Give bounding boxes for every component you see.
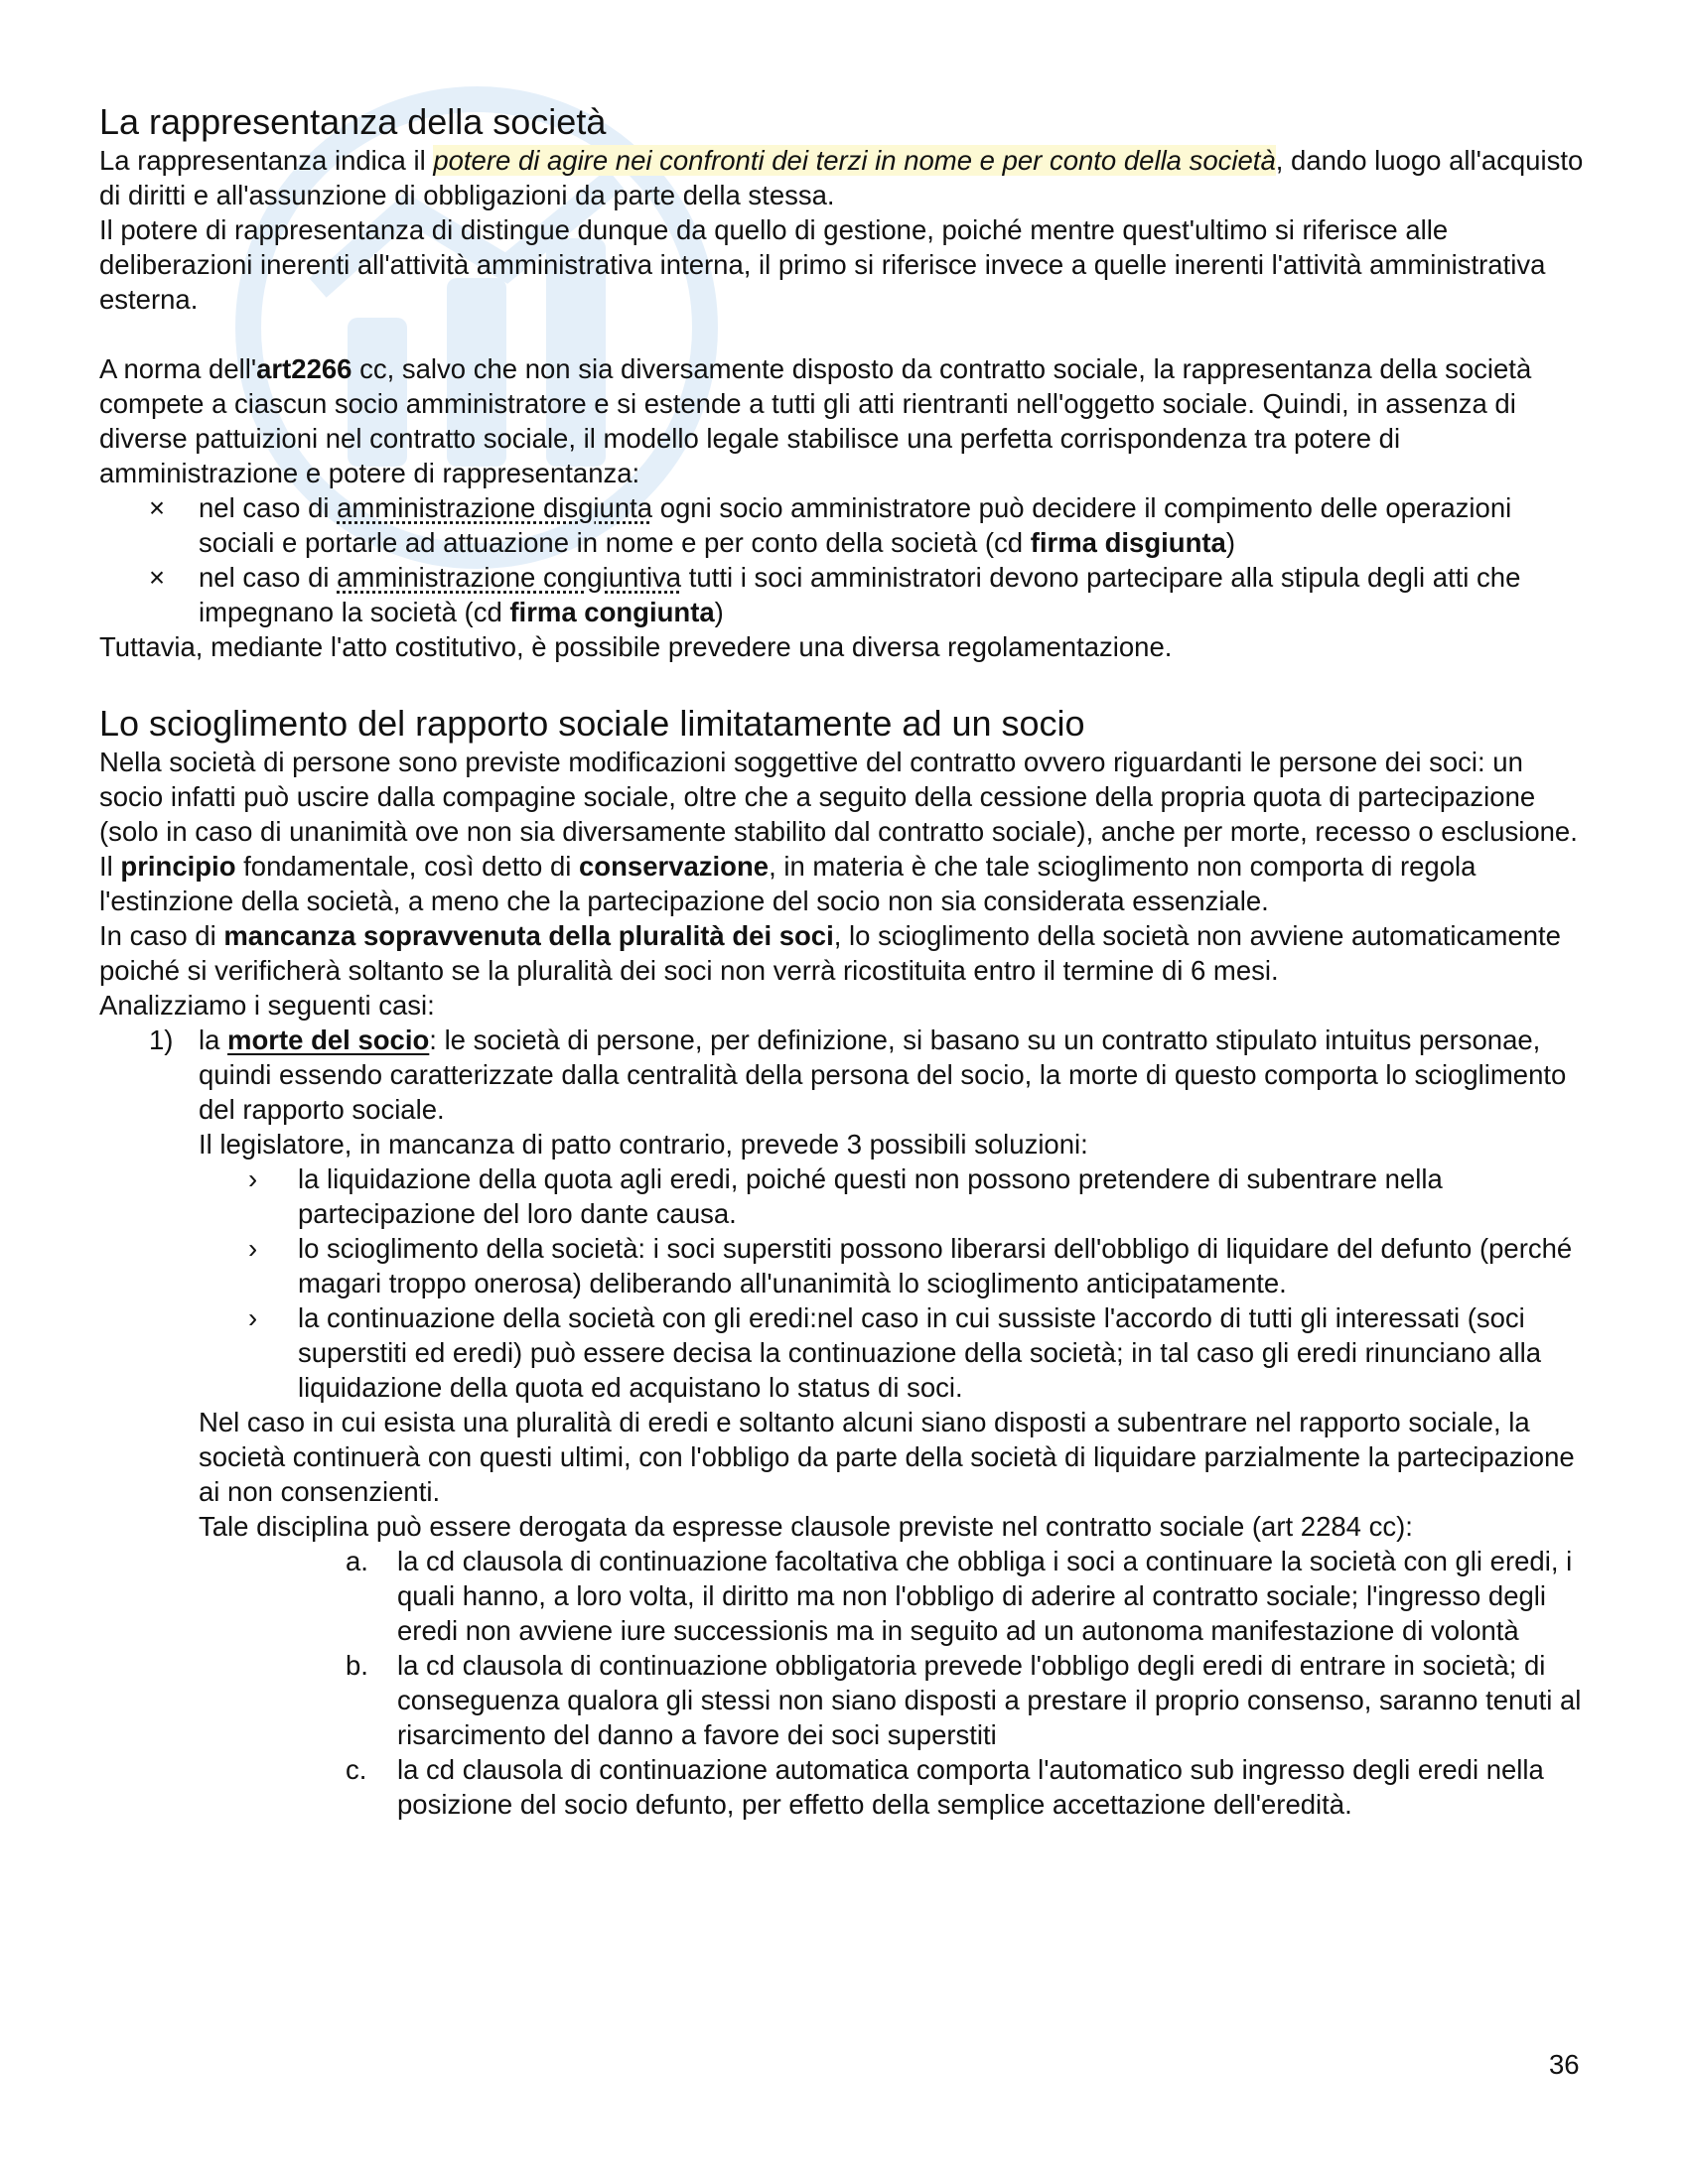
section-title-rappresentanza: La rappresentanza della società <box>99 101 607 142</box>
section-body-rappresentanza <box>99 143 1589 664</box>
paragraph: Nel caso in cui esista una pluralità di eredi e soltanto alcuni siano disposti a subentrare nel rapporto sociale, la società continuerà con questi ultimi, con l'obbligo da parte della società di liquidare parzialmente la partecipazione ai non consenzienti. <box>199 1407 1575 1507</box>
lettered-item: b. la cd clausola di continuazione obbligatoria prevede l'obbligo degli eredi di entrare in società; di conseguenza qualora gli stessi non siano disposti a prestare il proprio consenso, saranno tenuti al risarcimento del danno a favore dei soci superstiti <box>346 1650 1582 1750</box>
bullet-x-icon: × <box>149 562 166 593</box>
chevron-right-icon: › <box>248 1302 258 1333</box>
spacer <box>99 317 1589 351</box>
lettered-item: c. la cd clausola di continuazione automatica comporta l'automatico sub ingresso degli eredi nella posizione del socio defunto, per effetto della semplice accettazione dell'eredità. <box>346 1754 1544 1820</box>
term-link: amministrazione disgiunta <box>337 492 653 523</box>
chevron-right-icon: › <box>248 1233 258 1264</box>
sub-list-item: › la continuazione della società con gli eredi:nel caso in cui sussiste l'accordo di tutti gli interessati (soci superstiti ed eredi) può essere decisa la continuazione della società; in tal caso gli eredi rinunciano alla liquidazione della quota ed acquistano lo status di soci. <box>248 1302 1541 1403</box>
paragraph: A norma dell'art2266 cc, salvo che non sia diversamente disposto da contratto sociale, la rappresentanza della società compete a ciascun socio amministratore e si estende a tutti gli atti rientranti nell'oggetto sociale. Quindi, in assenza di diverse pattuizioni nel contratto sociale, il modello legale stabilisce una perfetta corrispondenza tra potere di amministrazione e potere di rappresentanza: <box>99 353 1532 488</box>
paragraph: Il principio fondamentale, così detto di conservazione, in materia è che tale scioglimento non comporta di regola l'estinzione della società, a meno che la partecipazione del socio non sia considerata essenziale. <box>99 851 1477 916</box>
sub-list-item: › la liquidazione della quota agli eredi, poiché questi non possono pretendere di subentrare nella partecipazione del loro dante causa. <box>248 1163 1443 1229</box>
term-link: amministrazione congiuntiva <box>337 562 682 593</box>
sub-list-item: › lo scioglimento della società: i soci superstiti possono liberarsi dell'obbligo di liquidare del defunto (perché magari troppo onerosa) deliberando all'unanimità lo scioglimento anticipatamente. <box>248 1233 1573 1298</box>
paragraph: In caso di mancanza sopravvenuta della pluralità dei soci, lo scioglimento della società non avviene automaticamente poiché si verificherà soltanto se la pluralità dei soci non verrà ricostituita entro il termine di 6 mesi. <box>99 920 1561 986</box>
chevron-right-icon: › <box>248 1163 258 1194</box>
paragraph: La rappresentanza indica il potere di agire nei confronti dei terzi in nome e per conto della società, dando luogo all'acquisto di diritti e all'assunzione di obbligazioni da parte della stessa. <box>99 145 1584 210</box>
list-item: × nel caso di amministrazione disgiunta ogni socio amministratore può decidere il compimento delle operazioni sociali e portarle ad attuazione in nome e per conto della società (cd firma disgiunta) <box>149 492 1512 558</box>
paragraph: Nella società di persone sono previste modificazioni soggettive del contratto ovvero riguardanti le persone dei soci: un socio infatti può uscire dalla compagine sociale, oltre che a seguito della cessione della propria quota di partecipazione (solo in caso di unanimità ove non sia diversamente stabilito dal contratto sociale), anche per morte, recesso o esclusione. <box>99 747 1578 847</box>
list-letter: c. <box>346 1754 367 1785</box>
numbered-item <box>99 1023 1589 1822</box>
paragraph: Analizziamo i seguenti casi: <box>99 990 435 1021</box>
paragraph: Tuttavia, mediante l'atto costitutivo, è possibile prevedere una diversa regolamentazione. <box>99 631 1173 662</box>
list-letter: a. <box>346 1546 368 1576</box>
section-body-scioglimento <box>99 745 1589 1822</box>
emphasis: potere di agire nei confronti dei terzi in nome e per conto della società <box>433 145 1276 176</box>
paragraph: Tale disciplina può essere derogata da espresse clausole previste nel contratto sociale (art 2284 cc): <box>199 1511 1413 1542</box>
section-title-scioglimento: Lo scioglimento del rapporto sociale limitatamente ad un socio <box>99 703 1085 744</box>
lettered-item: a. la cd clausola di continuazione facoltativa che obbliga i soci a continuare la società con gli eredi, i quali hanno, a loro volta, il diritto ma non l'obbligo di aderire al contratto sociale; l'ingresso degli eredi non avviene iure successionis ma in seguito ad un autonoma manifestazione di volontà <box>346 1546 1573 1646</box>
paragraph: Il potere di rappresentanza di distingue dunque da quello di gestione, poiché mentre quest'ultimo si riferisce alle deliberazioni inerenti all'attività amministrativa interna, il primo si riferisce invece a quelle inerenti l'attività amministrativa esterna. <box>99 214 1546 315</box>
paragraph: Il legislatore, in mancanza di patto contrario, prevede 3 possibili soluzioni: <box>199 1129 1088 1160</box>
bullet-x-icon: × <box>149 492 166 523</box>
page-number: 36 <box>1549 2049 1580 2080</box>
list-letter: b. <box>346 1650 368 1681</box>
list-item: × nel caso di amministrazione congiuntiva tutti i soci amministratori devono partecipare alla stipula degli atti che impegnano la società (cd firma congiunta) <box>149 562 1521 627</box>
paragraph: la morte del socio: le società di persone, per definizione, si basano su un contratto stipulato intuitus personae, quindi essendo caratterizzate dalla centralità della persona del socio, la morte di questo comporta lo scioglimento del rapporto sociale. <box>199 1024 1567 1125</box>
list-number: 1) <box>149 1024 174 1055</box>
